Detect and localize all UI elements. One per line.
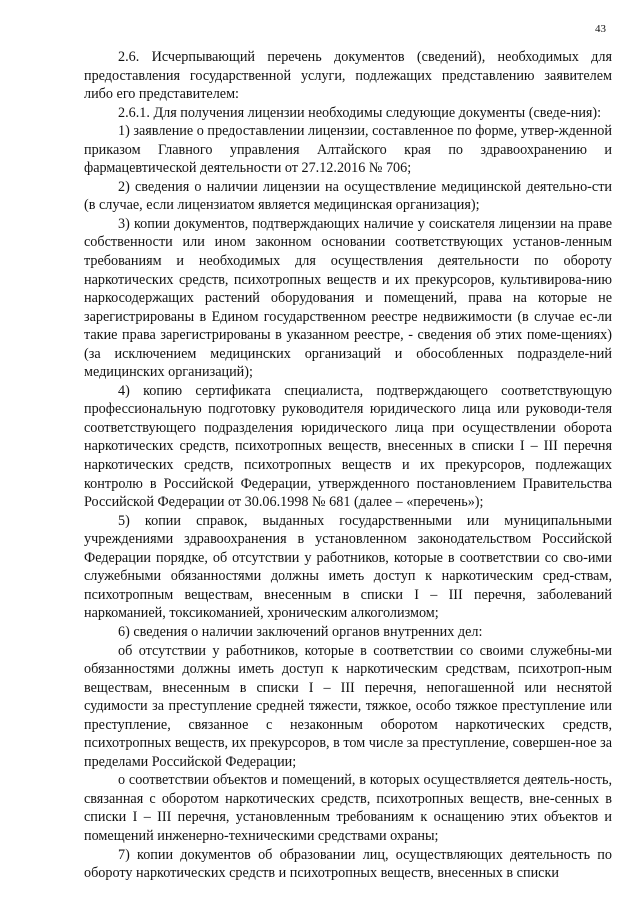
list-item-6-subitem-1: об отсутствии у работников, которые в соответствии со своими служебны-ми обязанностями должны иметь доступ к наркотическим средствам, психотроп-ным веществам, внесенным в списки I – III перечня, непогашенной или неснятой судимости за преступление средней тяжести, тяжкое, особо тяжкое преступление или преступление, связанное с незаконным оборотом наркотических средств, психотропных веществ, их прекурсоров, в том числе за преступление, совершен-ное за пределами Российской Федерации; [84,642,612,770]
list-item-1: 1) заявление о предоставлении лицензии, составленное по форме, утвер-жденной приказом Главного управления Алтайского края по здравоохранению и фармацевтической деятельности от 27.12.2016 № 706; [84,123,612,177]
document-body [84,48,612,883]
page-number: 43 [595,23,606,35]
list-item-6-subitem-2: о соответствии объектов и помещений, в которых осуществляется деятель-ность, связанная с оборотом наркотических средств, психотропных веществ, вне-сенных в списки I – III перечня, установленным требованиям к оснащению этих объектов и помещений инженерно-техническими средствами охраны; [84,772,612,844]
list-item-4: 4) копию сертификата специалиста, подтверждающего соответствующую профессиональную подготовку руководителя юридического лица или руководи-теля соответствующего подразделения юридического лица при осуществлении оборота наркотических средств, психотропных веществ, внесенных в списки I – III перечня наркотических средств, психотропных веществ и их прекурсоров, подлежащих контролю в Российской Федерации, утвержденного постановлением Правительства Российской Федерации от 30.06.1998 № 681 (далее – «перечень»); [84,382,612,511]
list-item-7: 7) копии документов об образовании лиц, осуществляющих деятельность по обороту наркотических средств и психотропных веществ, внесенных в списки [84,846,612,882]
list-item-3: 3) копии документов, подтверждающих наличие у соискателя лицензии на праве собственности или ином законном основании соответствующих установ-ленным требованиям и необходимых для осуществления деятельности по обороту наркотических средств, психотропных веществ и их прекурсоров, культивирова-нию наркосодержащих растений оборудования и помещений, права на которые не зарегистрированы в Едином государственном реестре недвижимости (в случае ес-ли такие права зарегистрированы в указанном реестре, - сведения об этих поме-щениях) (за исключением медицинских организаций и обособленных подразделе-ний медицинских организаций); [84,215,612,381]
list-item-5: 5) копии справок, выданных государственными или муниципальными учреждениями здравоохранения в установленном законодательством Российской Федерации порядке, об отсутствии у работников, которые в соответствии со сво-ими служебными обязанностями должны иметь доступ к наркотическим сред-ствам, психотропным веществам, внесенным в списки I – III перечня, заболеваний наркоманией, токсикоманией, хроническим алкоголизмом; [84,512,612,622]
paragraph-2-6: 2.6. Исчерпывающий перечень документов (сведений), необходимых для предоставления государственной услуги, подлежащих представлению заявителем либо его представителем: [84,49,612,103]
paragraph-2-6-1: 2.6.1. Для получения лицензии необходимы следующие документы (сведе-ния): [118,104,602,121]
list-item-2: 2) сведения о наличии лицензии на осуществление медицинской деятельно-сти (в случае, если лицензиатом является медицинская организация); [84,178,612,214]
list-item-6: 6) сведения о наличии заключений органов внутренних дел: [118,623,483,640]
